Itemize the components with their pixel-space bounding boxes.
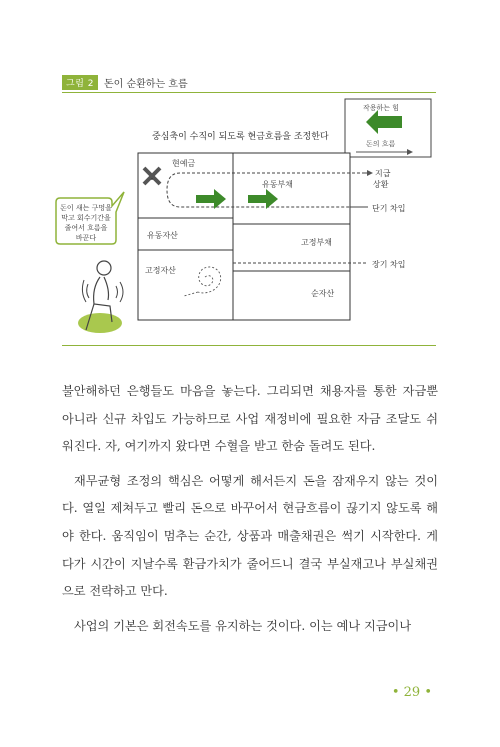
bubble-line-3: 줄여서 흐름을	[64, 224, 108, 232]
bubble-line-4: 바꾼다	[75, 234, 97, 242]
paragraph-3: 사업의 기본은 회전속도를 유지하는 것이다. 이는 예나 지금이나	[74, 618, 412, 633]
cell-fixed-liabilities: 고정부채	[301, 238, 332, 247]
bubble-line-2: 막고 회수기간을	[61, 214, 111, 222]
cell-net-assets: 순자산	[311, 289, 335, 298]
figure-tag: 그림 2	[62, 75, 98, 90]
figure-title: 돈이 순환하는 흐름	[103, 79, 188, 90]
cell-fixed-assets: 고정자산	[145, 266, 176, 275]
legend-force-label: 작용하는 힘	[363, 104, 400, 112]
sitting-person-icon	[78, 261, 123, 333]
cell-cash: 현예금	[172, 159, 196, 168]
cash-flow-diagram	[0, 0, 500, 360]
paragraph-1: 불안해하던 은행들도 마음을 놓는다. 그리되면 채용자를 통한 자금뿐 아니라 신규 차입도 가능하므로 사업 재정비에 필요한 자금 조달도 쉬워진다. 자, 여기까지 왔다면 수혈을 받고 한숨 돌려도 된다.	[62, 384, 438, 454]
speech-bubble	[56, 192, 124, 244]
label-long-loan: 장기 차입	[372, 260, 406, 269]
label-short-loan: 단기 차입	[372, 204, 406, 213]
label-repayment: 상환	[373, 180, 389, 189]
cell-current-liabilities: 유동부채	[262, 180, 293, 189]
body-text	[62, 378, 438, 640]
diagram-title: 중심축이 수직이 되도록 현금흐름을 조정한다	[152, 132, 329, 142]
cell-current-assets: 유동자산	[147, 231, 178, 240]
legend-flow-label: 돈의 흐름	[366, 140, 396, 148]
paragraph-2: 재무균형 조정의 핵심은 어떻게 해서든지 돈을 잠재우지 않는 것이다. 열일 제쳐두고 빨리 돈으로 바꾸어서 현금흐름이 끊기지 않도록 해야 한다. 움직임이 멈추는 순간, 상품과 매출채권은 썩기 시작한다. 게다가 시간이 지날수록 환금가치가 줄어드니 결국 부실재고나 부실채권으로 전락하고 만다.	[62, 473, 438, 599]
page-number: • 29 •	[391, 685, 432, 700]
label-payment: 지급	[375, 169, 391, 178]
bubble-line-1: 돈이 새는 구멍을	[60, 204, 112, 212]
